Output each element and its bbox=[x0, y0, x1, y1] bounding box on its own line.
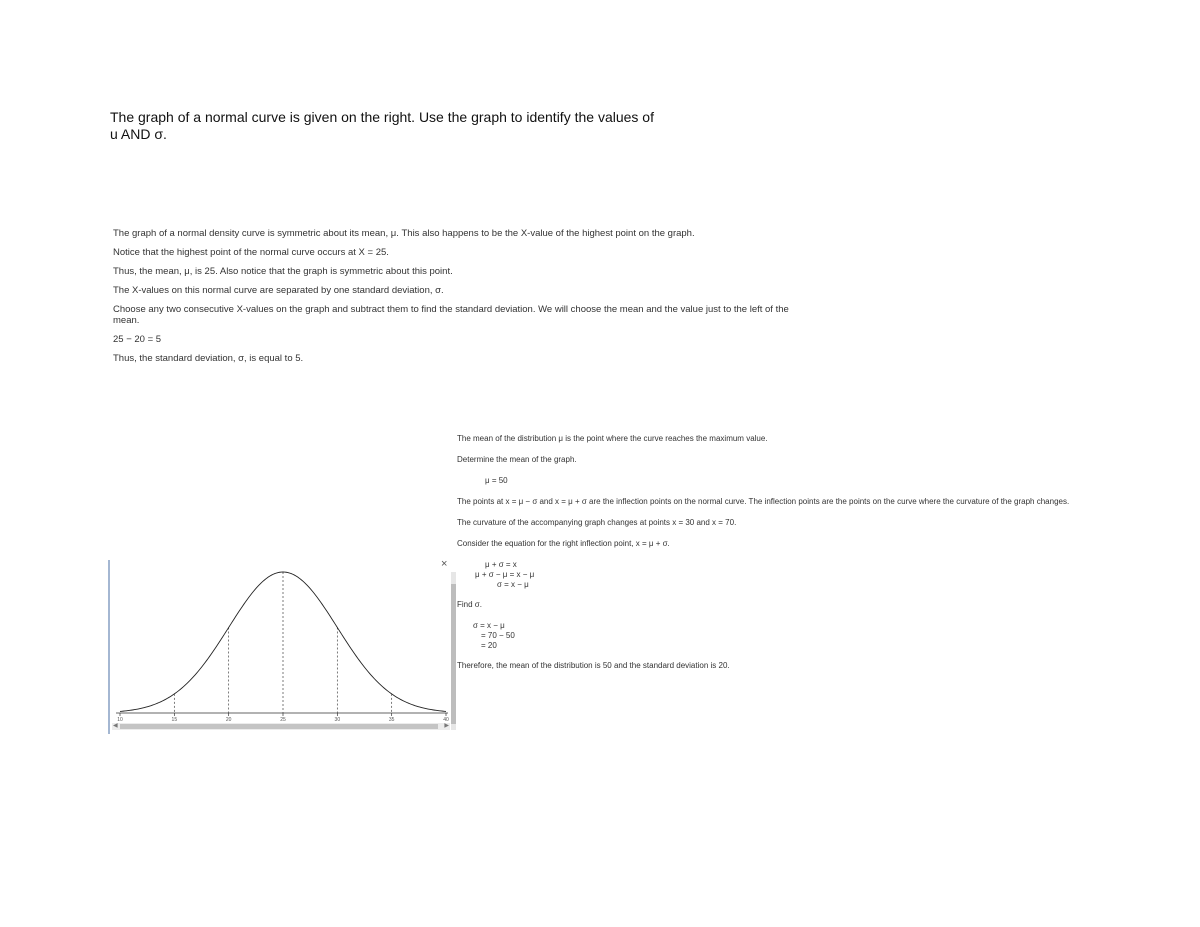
solution2-step: The curvature of the accompanying graph changes at points x = 30 and x = 70. bbox=[457, 518, 737, 527]
x-tick-label-15: 15 bbox=[171, 717, 178, 723]
solution2-step: The mean of the distribution μ is the point where the curve reaches the maximum value. bbox=[457, 434, 768, 443]
x-tick-label-40: 40 bbox=[443, 717, 449, 723]
solution1-step: Thus, the standard deviation, σ, is equal to 5. bbox=[113, 353, 304, 364]
equation-line: μ + σ − μ = x − μ bbox=[475, 570, 535, 579]
solution-explanation-1 bbox=[113, 228, 813, 372]
x-tick-label-30: 30 bbox=[334, 717, 341, 723]
equation-line: σ = x − μ bbox=[497, 580, 529, 589]
solution1-step: The X-values on this normal curve are separated by one standard deviation, σ. bbox=[113, 285, 444, 296]
question-line-1: The graph of a normal curve is given on the right. Use the graph to identify the values of bbox=[110, 109, 654, 125]
solution2-step: Therefore, the mean of the distribution is 50 and the standard deviation is 20. bbox=[457, 661, 730, 670]
equation-line: = 20 bbox=[481, 641, 497, 650]
x-tick-label-10: 10 bbox=[117, 717, 123, 723]
equation-line: μ + σ = x bbox=[485, 560, 517, 569]
equation-line: = 70 − 50 bbox=[481, 631, 515, 640]
normal-curve-graph-panel bbox=[108, 558, 456, 734]
horizontal-scrollbar[interactable] bbox=[112, 723, 450, 730]
solution2-mean-value: μ = 50 bbox=[485, 476, 508, 485]
horizontal-scrollbar-thumb[interactable] bbox=[120, 724, 438, 729]
equation-block-1 bbox=[457, 560, 1077, 590]
vertical-scrollbar-thumb[interactable] bbox=[451, 584, 456, 724]
question-line-2: u AND σ. bbox=[110, 126, 167, 142]
equation-block-2 bbox=[457, 621, 1077, 651]
question-text bbox=[110, 109, 730, 143]
x-tick-label-20: 20 bbox=[225, 717, 232, 723]
solution2-step: The points at x = μ − σ and x = μ + σ are the inflection points on the normal curve. The inflection points are the points on the curve where the curvature of the graph changes. bbox=[457, 497, 1070, 506]
normal-curve-chart bbox=[108, 558, 456, 734]
solution2-step: Consider the equation for the right inflection point, x = μ + σ. bbox=[457, 539, 670, 548]
solution2-step: Determine the mean of the graph. bbox=[457, 455, 577, 464]
solution1-step: 25 − 20 = 5 bbox=[113, 334, 162, 345]
equation-line: σ = x − μ bbox=[473, 621, 505, 630]
x-tick-label-25: 25 bbox=[280, 717, 286, 723]
solution1-step: Choose any two consecutive X-values on the graph and subtract them to find the standard deviation. We will choose the mean and the value just to the left of the mean. bbox=[113, 304, 789, 326]
x-tick-label-35: 35 bbox=[388, 717, 395, 723]
solution1-step: Thus, the mean, μ, is 25. Also notice that the graph is symmetric about this point. bbox=[113, 266, 453, 277]
arrow-left-icon[interactable]: ◀ bbox=[113, 723, 118, 729]
solution1-step: Notice that the highest point of the normal curve occurs at X = 25. bbox=[113, 247, 389, 258]
close-icon[interactable]: × bbox=[441, 558, 448, 570]
solution1-step: The graph of a normal density curve is symmetric about its mean, μ. This also happens to be the X-value of the highest point on the graph. bbox=[113, 228, 695, 239]
arrow-right-icon[interactable]: ▶ bbox=[444, 723, 449, 729]
solution2-step: Find σ. bbox=[457, 600, 482, 609]
solution-explanation-2 bbox=[457, 434, 1077, 682]
vertical-scrollbar[interactable] bbox=[451, 572, 456, 730]
